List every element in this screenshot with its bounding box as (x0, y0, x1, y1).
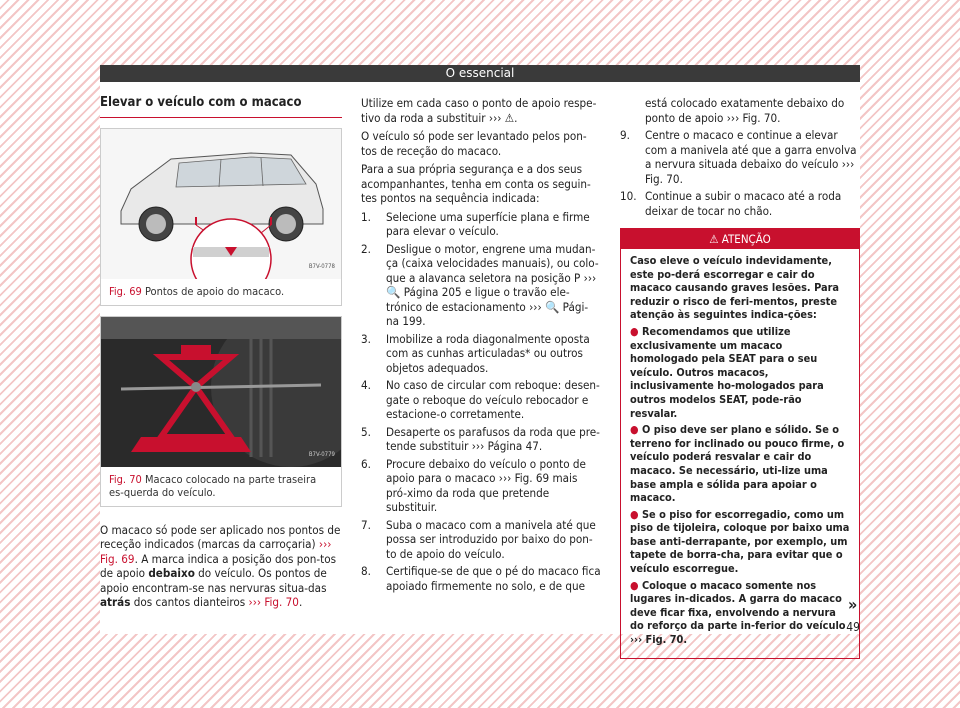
step-text: Selecione uma superfície plana e firme para elevar o veículo. (386, 209, 590, 238)
figure-69 (100, 128, 342, 306)
bullet-text: Se o piso for escorregadio, como um piso de tijoleira, coloque por baixo uma base anti-derrapante, por exemplo, um tapete de borra-cha, para evitar que o veículo escorregue. (630, 507, 850, 576)
list-item (361, 332, 601, 376)
step-number: 9. (620, 128, 630, 142)
column-1 (100, 96, 342, 614)
bullet-icon: ● (630, 507, 642, 521)
bullet-text: Coloque o macaco somente nos lugares in-dicados. A garra do macaco deve ficar fixa, envolvendo a nervura do reforço da parte in-ferior do veículo ››› Fig. 70. (630, 578, 846, 647)
list-item (361, 210, 601, 239)
step-number: 5. (361, 424, 371, 439)
step-text: está colocado exatamente debaixo do ponto de apoio ››› Fig. 70. (645, 96, 845, 125)
bullet-text: Recomendamos que utilize exclusivamente um macaco homologado pela SEAT para o seu veículo. Outros macacos, inclusivamente ho-mologados para outros modelos SEAT, pode-rão resvalar. (630, 324, 824, 420)
list-item (361, 242, 601, 329)
car-side-illustration (101, 129, 341, 279)
bullet-text: O piso deve ser plano e sólido. Se o terreno for inclinado ou pouco firme, o veículo poderá resvalar e cair do macaco. Se necessário, uti-lize uma base ampla e sólida para apoiar o macaco. (630, 423, 845, 505)
continue-arrow-icon: » (848, 595, 858, 614)
step-text: Continue a subir o macaco até a roda deixar de tocar no chão. (645, 189, 842, 218)
intro-text: . A marca indica a posição dos pon-tos de apoio (100, 551, 337, 580)
step-text: Desligue o motor, engrene uma mudan-ça (caixa velocidades manuais), ou colo-que a alavanca seletora na posição P ››› 🔍 Página 205 e ligue o travão ele-trónico de estacionamento ››› 🔍 Pági-na 199. (386, 241, 599, 328)
warning-bullet (630, 508, 850, 576)
figure-caption (101, 467, 341, 506)
step-number: 1. (361, 209, 371, 224)
warning-bullet (630, 423, 850, 505)
bullet-icon: ● (630, 578, 642, 592)
fig-link[interactable]: ››› Fig. 69 (100, 537, 332, 566)
steps-list-continued (620, 96, 860, 218)
warning-box (620, 228, 860, 659)
figure-label: Fig. 69 (109, 284, 142, 298)
figure-code: B7V-0779 (308, 451, 335, 458)
jack-illustration (101, 317, 341, 467)
list-item (361, 518, 601, 562)
step-text: Procure debaixo do veículo o ponto de apoio para o macaco ››› Fig. 69 mais pró-ximo da roda que pretende substituir. (386, 456, 586, 514)
figure-caption (101, 279, 341, 305)
warning-bullet (630, 325, 850, 420)
column-2 (361, 96, 601, 596)
list-item (361, 378, 601, 422)
intro-bold: atrás (100, 595, 131, 609)
list-item (620, 96, 860, 125)
step-text: Desaperte os parafusos da roda que pre-tende substituir ››› Página 47. (386, 424, 600, 453)
section-title: Elevar o veículo com o macaco (100, 96, 342, 118)
warning-bullet (630, 579, 850, 647)
step-text: Certifique-se de que o pé do macaco fica apoiado firmemente no solo, e de que (386, 564, 601, 593)
intro-bold: debaixo (148, 566, 195, 580)
paragraph: Utilize em cada caso o ponto de apoio respe-tivo da roda a substituir ››› ⚠. (361, 96, 597, 125)
step-number: 4. (361, 378, 371, 392)
step-number: 3. (361, 331, 371, 346)
figure-label: Fig. 70 (109, 472, 142, 486)
step-number: 7. (361, 517, 371, 532)
intro-paragraph (100, 523, 342, 610)
intro-text: dos cantos dianteiros (130, 595, 249, 609)
step-text: Imobilize a roda diagonalmente oposta com as cunhas articuladas* ou outros objetos adequados. (386, 331, 590, 375)
step-number: 2. (361, 241, 371, 256)
figure-caption-text: Macaco colocado na parte traseira es-querda do veículo. (109, 472, 317, 499)
list-item (620, 189, 860, 218)
warning-body (621, 249, 859, 658)
steps-list (361, 210, 601, 594)
list-item (361, 457, 601, 515)
column-3 (620, 96, 860, 659)
step-text: Suba o macaco com a manivela até que possa ser introduzido por baixo do pon-to de apoio do veículo. (386, 517, 596, 561)
warning-title: ATENÇÃO (721, 232, 771, 246)
warning-header (621, 229, 859, 249)
page-number: 49 (846, 620, 860, 634)
figure-code: B7V-0778 (308, 263, 335, 270)
chapter-header: O essencial (100, 65, 860, 82)
intro-text: . (298, 595, 303, 609)
fig-link[interactable]: ››› Fig. 70 (248, 595, 299, 609)
paragraph: Para a sua própria segurança e a dos seus acompanhantes, tenha em conta os seguin-tes pontos na sequência indicada: (361, 162, 591, 205)
bullet-icon: ● (630, 423, 642, 437)
warning-intro: Caso eleve o veículo indevidamente, este po-derá escorregar e cair do macaco causando graves lesões. Para reduzir o risco de feri-mentos, preste atenção às seguintes indica-ções: (630, 254, 840, 322)
paragraph: O veículo só pode ser levantado pelos pon-tos de receção do macaco. (361, 129, 587, 158)
step-text: No caso de circular com reboque: desen-gate o reboque do veículo rebocador e estacione-o corretamente. (386, 378, 600, 421)
warning-icon: ⚠ (709, 232, 719, 246)
list-item (361, 564, 601, 593)
intro-text: O macaco só pode ser aplicado nos pontos de receção indicados (marcas da carroçaria) (100, 522, 341, 551)
step-number: 10. (620, 189, 637, 203)
intro-text: do veículo. Os pontos de apoio encontram-se nas nervuras situa-das (100, 566, 327, 595)
bullet-icon: ● (630, 324, 642, 338)
list-item (361, 425, 601, 454)
step-number: 8. (361, 564, 371, 578)
step-number: 6. (361, 456, 371, 471)
figure-caption-text: Pontos de apoio do macaco. (144, 284, 285, 298)
step-text: Centre o macaco e continue a elevar com a manivela até que a garra envolva a nervura situada debaixo do veículo ››› Fig. 70. (645, 128, 857, 186)
figure-70 (100, 316, 342, 507)
list-item (620, 128, 860, 186)
